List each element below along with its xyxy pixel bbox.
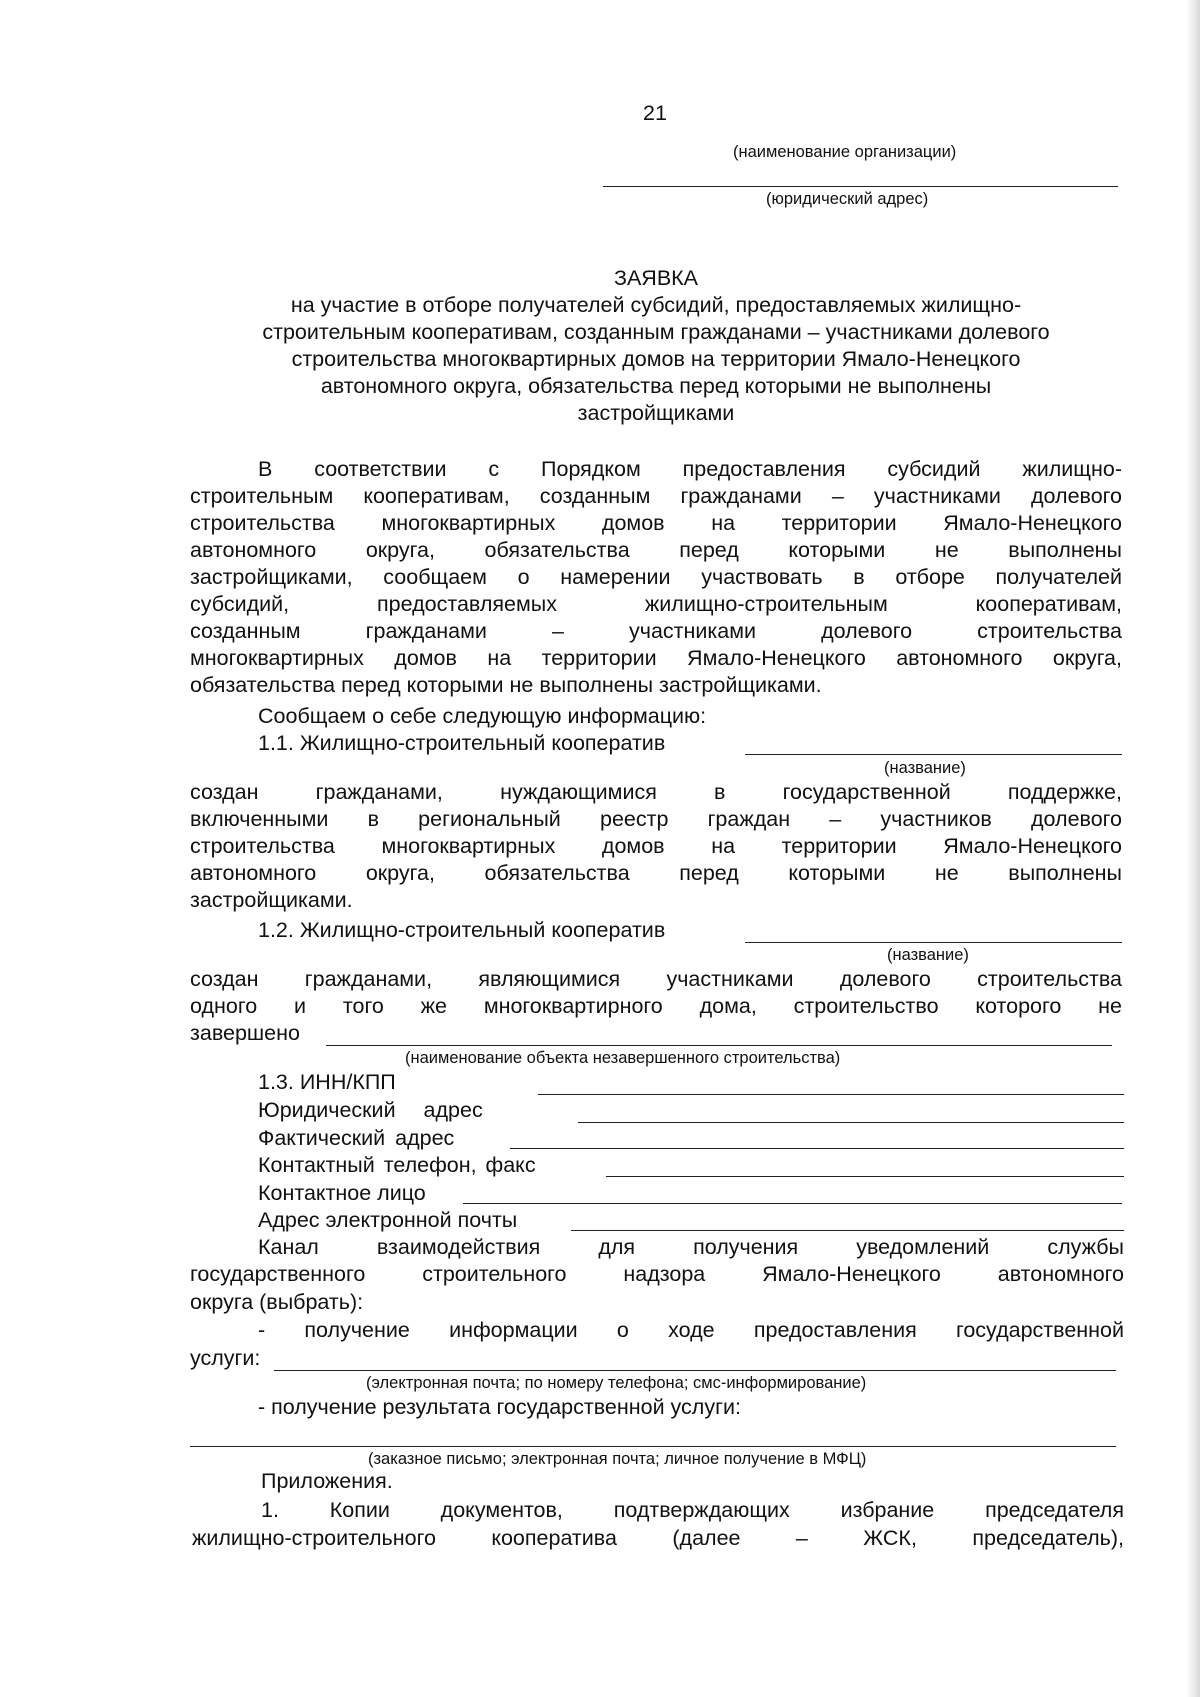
item-1-2-caption: (название): [887, 946, 969, 964]
channel-line: Канал взаимодействия для получения уведомлений службы: [258, 1235, 1124, 1259]
intro-line: обязательства перед которыми не выполнены застройщиками.: [190, 673, 822, 697]
intro-line: строительным кооперативам, созданным гражданами – участниками долевого: [190, 484, 1122, 508]
inn-kpp-label: 1.3. ИНН/КПП: [258, 1070, 396, 1094]
item-1-1-line: строительства многоквартирных домов на территории Ямало-Ненецкого: [190, 834, 1122, 858]
intro-line: В соответствии с Порядком предоставления субсидий жилищно-: [258, 457, 1122, 481]
legal-address-label: Юридический адрес: [258, 1098, 483, 1122]
channel-line: государственного строительного надзора Ямало-Ненецкого автономного: [190, 1262, 1124, 1286]
intro-line: строительства многоквартирных домов на территории Ямало-Ненецкого: [190, 511, 1122, 535]
subtitle-line: строительства многоквартирных домов на территории Ямало-Ненецкого: [291, 347, 1021, 371]
channel-line: округа (выбрать):: [190, 1290, 364, 1314]
actual-address-field[interactable]: [510, 1148, 1124, 1149]
result-option-field[interactable]: [190, 1446, 1116, 1447]
legal-address-caption: (юридический адрес): [766, 190, 929, 208]
phone-fax-label: Контактный телефон, факс: [258, 1153, 536, 1177]
item-1-2-label: 1.2. Жилищно-строительный кооператив: [258, 918, 666, 942]
intro-line: застройщиками, сообщаем о намерении участвовать в отборе получателей: [190, 565, 1122, 589]
subtitle-line: застройщиками: [577, 401, 735, 425]
intro-line: автономного округа, обязательства перед которыми не выполнены: [190, 538, 1122, 562]
actual-address-label: Фактический адрес: [258, 1126, 455, 1150]
item-1-1-line: застройщиками.: [190, 888, 353, 912]
completed-label: завершено: [190, 1021, 300, 1045]
page-number: 21: [643, 101, 667, 125]
subtitle-line: на участие в отборе получателей субсидий, предоставляемых жилищно-: [290, 293, 1022, 317]
appendix-line: жилищно-строительного кооператива (далее – ЖСК, председатель),: [192, 1526, 1124, 1550]
intro-line: многоквартирных домов на территории Ямало-Ненецкого автономного округа,: [190, 646, 1122, 670]
item-1-2-name-field[interactable]: [745, 942, 1122, 943]
intro-line: субсидий, предоставляемых жилищно-строительным кооперативам,: [190, 592, 1122, 616]
org-name-line: [603, 186, 1118, 187]
email-label: Адрес электронной почты: [258, 1208, 518, 1232]
item-1-2-line: одного и того же многоквартирного дома, строительство которого не: [190, 994, 1122, 1018]
org-name-caption: (наименование организации): [733, 143, 957, 161]
item-1-1-name-field[interactable]: [745, 754, 1122, 755]
page-edge-shadow: [1186, 0, 1200, 1697]
phone-fax-field[interactable]: [606, 1176, 1124, 1177]
contact-person-field[interactable]: [463, 1203, 1122, 1204]
item-1-1-caption: (название): [884, 759, 966, 777]
result-option-line: - получение результата государственной услуги:: [258, 1395, 741, 1419]
contact-person-label: Контактное лицо: [258, 1181, 426, 1205]
unfinished-object-caption: (наименование объекта незавершенного строительства): [405, 1049, 841, 1067]
unfinished-object-field[interactable]: [326, 1045, 1112, 1046]
appendix-title: Приложения.: [261, 1469, 393, 1493]
info-option-caption: (электронная почта; по номеру телефона; смс-информирование): [366, 1374, 867, 1392]
item-1-1-label: 1.1. Жилищно-строительный кооператив: [258, 731, 666, 755]
result-option-caption: (заказное письмо; электронная почта; личное получение в МФЦ): [368, 1450, 867, 1468]
legal-address-field[interactable]: [578, 1122, 1124, 1123]
info-option-line: - получение информации о ходе предоставления государственной: [258, 1318, 1124, 1342]
info-intro: Сообщаем о себе следующую информацию:: [258, 704, 707, 728]
info-option-services: услуги:: [190, 1346, 261, 1370]
item-1-1-line: создан гражданами, нуждающимися в государственной поддержке,: [190, 780, 1122, 804]
item-1-2-line: создан гражданами, являющимися участниками долевого строительства: [190, 967, 1122, 991]
inn-kpp-field[interactable]: [538, 1094, 1124, 1095]
item-1-1-line: автономного округа, обязательства перед которыми не выполнены: [190, 861, 1122, 885]
info-option-field[interactable]: [274, 1370, 1116, 1371]
subtitle-line: строительным кооперативам, созданным гражданами – участниками долевого: [262, 320, 1050, 344]
intro-line: созданным гражданами – участниками долевого строительства: [190, 619, 1122, 643]
email-field[interactable]: [571, 1230, 1124, 1231]
appendix-line: 1. Копии документов, подтверждающих избрание председателя: [261, 1498, 1124, 1522]
document-title: ЗАЯВКА: [613, 266, 699, 290]
subtitle-line: автономного округа, обязательства перед которыми не выполнены: [320, 374, 992, 398]
item-1-1-line: включенными в региональный реестр граждан – участников долевого: [190, 807, 1122, 831]
